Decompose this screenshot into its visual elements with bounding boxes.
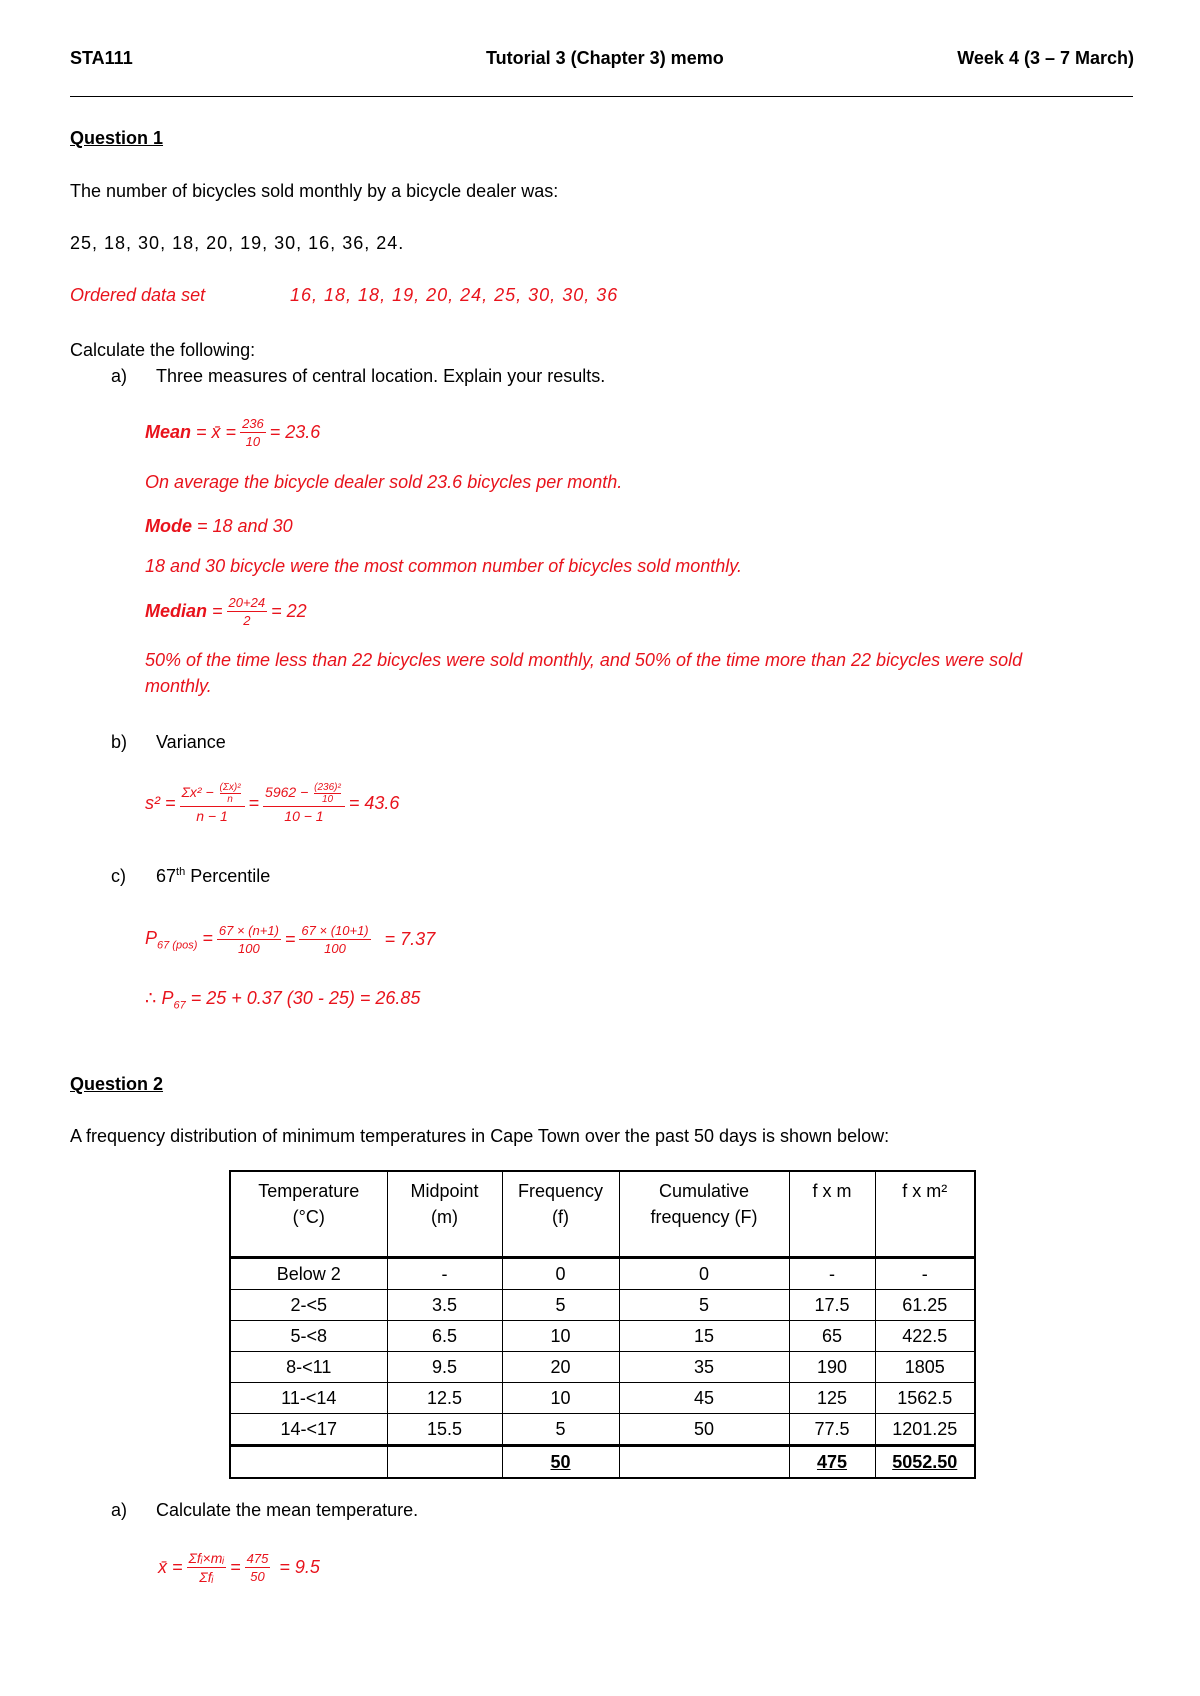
q2-mean-eq: = (230, 1557, 241, 1577)
part-b (111, 732, 226, 753)
table-row (230, 1258, 975, 1290)
cell-f-x-m-squared: 1562.5 (875, 1383, 975, 1414)
header-midpoint-line-1: Midpoint (410, 1181, 479, 1201)
cell-cumulative-frequency: 50 (619, 1414, 789, 1446)
cell-frequency: 0 (502, 1258, 619, 1290)
cell-f-x-m-squared: 1201.25 (875, 1414, 975, 1446)
header-week: Week 4 (3 – 7 March) (957, 48, 1134, 68)
cell-cumulative-frequency: 45 (619, 1383, 789, 1414)
cell-f-x-m: 125 (789, 1383, 875, 1414)
header-course-code: STA111 (70, 48, 133, 68)
mean-explanation: On average the bicycle dealer sold 23.6 bicycles per month. (145, 472, 623, 492)
header-temperature (230, 1171, 387, 1258)
mean-denominator: 10 (245, 434, 261, 449)
total-temperature (230, 1446, 387, 1479)
cell-frequency: 5 (502, 1290, 619, 1321)
part-b-text: Variance (156, 732, 226, 752)
total-f-x-m: 475 (789, 1446, 875, 1479)
cell-frequency: 5 (502, 1414, 619, 1446)
cell-cumulative-frequency: 35 (619, 1352, 789, 1383)
cell-midpoint: 9.5 (387, 1352, 502, 1383)
header-temperature-line-1: Temperature (258, 1181, 360, 1201)
variance-values-inner-denominator: 10 (321, 794, 334, 805)
cell-temperature: 11-<14 (230, 1383, 387, 1414)
header-frequency-line-1: Frequency (517, 1181, 604, 1201)
percentile-final: ∴ $P_{67} = 25 + 0.37$ (30 - 25) = 26.85 (145, 988, 421, 1012)
q2-part-a-text: Calculate the mean temperature. (156, 1500, 419, 1520)
q2-mean-fraction-general (187, 1550, 227, 1585)
mode-line (145, 516, 293, 537)
cell-f-x-m: 17.5 (789, 1290, 875, 1321)
percentile-fraction-values (299, 923, 370, 956)
percentile-result: = 7.37 (384, 929, 436, 949)
part-a (111, 366, 605, 387)
mode-label: Mode (145, 516, 192, 536)
cell-midpoint: 12.5 (387, 1383, 502, 1414)
variance-general-numerator (180, 782, 245, 807)
question-1-title: Question 1 (70, 128, 164, 148)
part-c (111, 866, 270, 887)
cell-midpoint: 3.5 (387, 1290, 502, 1321)
table-total-row (230, 1446, 975, 1479)
cell-temperature: 14-<17 (230, 1414, 387, 1446)
mean-eq: = x̄ = (196, 422, 237, 442)
mean-result: = 23.6 (269, 422, 321, 442)
median-eq: = (212, 601, 223, 621)
percentile-eq: = (284, 929, 296, 949)
cell-midpoint: 6.5 (387, 1321, 502, 1352)
variance-fraction-values (263, 782, 345, 824)
variance-values-inner-fraction (314, 782, 341, 805)
header-f-x-m-line-1: f x m (812, 1181, 852, 1201)
part-a-label: a) (111, 366, 128, 386)
header-cumulative-frequency-line-2: frequency (F) (650, 1207, 758, 1227)
percentile-fraction-general (217, 923, 281, 956)
table-row (230, 1290, 975, 1321)
mean-label: Mean (145, 422, 192, 442)
header-midpoint-line-2: (m) (431, 1207, 458, 1227)
cell-midpoint: - (387, 1258, 502, 1290)
header-title: Tutorial 3 (Chapter 3) memo (486, 48, 724, 68)
part-b-label: b) (111, 732, 128, 752)
header-divider (70, 96, 1133, 97)
median-formula (145, 595, 307, 628)
cell-f-x-m: - (789, 1258, 875, 1290)
median-denominator: 2 (243, 613, 251, 628)
table-row (230, 1383, 975, 1414)
total-midpoint (387, 1446, 502, 1479)
cell-f-x-m: 190 (789, 1352, 875, 1383)
cell-frequency: 10 (502, 1383, 619, 1414)
q2-mean-fraction-values (245, 1551, 271, 1584)
q2-mean-result: = 9.5 (279, 1557, 320, 1577)
variance-fraction-general (180, 782, 245, 824)
header-cumulative-frequency (619, 1171, 789, 1258)
mode-explanation: 18 and 30 bicycle were the most common number of bicycles sold monthly. (145, 556, 742, 576)
question-1-intro: The number of bicycles sold monthly by a bicycle dealer was: (70, 181, 559, 201)
total-cumulative-frequency (619, 1446, 789, 1479)
mean-numerator: 236 (242, 416, 264, 431)
median-label: Median (145, 601, 208, 621)
cell-temperature: 2-<5 (230, 1290, 387, 1321)
q2-mean-general-denominator: Σfᵢ (199, 1569, 214, 1585)
percentile-formula (145, 923, 435, 956)
q2-mean-lhs: x̄ = (158, 1557, 183, 1577)
percentile-values-denominator: 100 (324, 941, 346, 956)
percentile-lhs: $P_{67 (pos)}$ = (145, 927, 213, 952)
q2-mean-formula (158, 1550, 320, 1585)
variance-values-denominator: 10 − 1 (284, 808, 324, 824)
mean-formula (145, 416, 320, 449)
cell-frequency: 20 (502, 1352, 619, 1383)
header-midpoint (387, 1171, 502, 1258)
variance-general-denominator: n − 1 (196, 808, 228, 824)
variance-inner-denominator: n (227, 794, 233, 805)
q2-part-a-label: a) (111, 1500, 128, 1520)
table-row (230, 1352, 975, 1383)
header-f-x-m-squared (875, 1171, 975, 1258)
question-1-data: 25, 18, 30, 18, 20, 19, 30, 16, 36, 24. (70, 233, 405, 253)
table-header-row (230, 1171, 975, 1258)
header-cumulative-frequency-line-1: Cumulative (658, 1181, 750, 1201)
median-numerator: 20+24 (228, 595, 266, 610)
variance-inner-fraction (220, 782, 241, 805)
variance-5962: 5962 − (265, 784, 309, 801)
question-2-title: Question 2 (70, 1074, 164, 1094)
q2-mean-values-numerator: 475 (246, 1551, 269, 1566)
variance-values-inner-numerator: (236)² (314, 782, 341, 793)
header-frequency-line-2: (f) (552, 1207, 569, 1227)
percentile-general-denominator: 100 (238, 941, 260, 956)
cell-f-x-m: 77.5 (789, 1414, 875, 1446)
median-result: = 22 (271, 601, 307, 621)
cell-temperature: 5-<8 (230, 1321, 387, 1352)
calc-intro: Calculate the following: (70, 340, 256, 360)
cell-f-x-m-squared: 61.25 (875, 1290, 975, 1321)
median-explanation-line-2: monthly. (145, 676, 212, 696)
part-a-text: Three measures of central location. Explain your results. (156, 366, 606, 386)
cell-f-x-m-squared: 422.5 (875, 1321, 975, 1352)
header-temperature-line-2: (°C) (292, 1207, 325, 1227)
header-frequency (502, 1171, 619, 1258)
part-c-text: 67th Percentile (156, 866, 271, 886)
header-f-x-m (789, 1171, 875, 1258)
cell-f-x-m-squared: 1805 (875, 1352, 975, 1383)
cell-temperature: 8-<11 (230, 1352, 387, 1383)
percentile-values-numerator: 67 × (10+1) (301, 923, 369, 938)
frequency-table (229, 1170, 976, 1479)
variance-sum-x-squared: Σx² − (181, 784, 214, 801)
median-fraction (227, 595, 268, 628)
variance-values-numerator (263, 782, 345, 807)
cell-temperature: Below 2 (230, 1258, 387, 1290)
total-frequency: 50 (502, 1446, 619, 1479)
total-f-x-m-squared: 5052.50 (875, 1446, 975, 1479)
cell-f-x-m: 65 (789, 1321, 875, 1352)
question-2-intro: A frequency distribution of minimum temperatures in Cape Town over the past 50 days is shown below: (70, 1126, 890, 1146)
mode-value: = 18 and 30 (192, 516, 293, 536)
q2-part-a (111, 1500, 418, 1521)
variance-result: = 43.6 (348, 792, 400, 813)
q2-mean-values-denominator: 50 (250, 1569, 265, 1584)
ordered-data-label: Ordered data set (70, 285, 206, 305)
ordered-data-values: 16, 18, 18, 19, 20, 24, 25, 30, 30, 36 (290, 285, 619, 305)
mean-fraction (240, 416, 266, 449)
median-explanation-line-1: 50% of the time less than 22 bicycles were sold monthly, and 50% of the time more than 22 bicycles were sold (145, 650, 1023, 670)
cell-midpoint: 15.5 (387, 1414, 502, 1446)
table-row (230, 1414, 975, 1446)
variance-eq: = (248, 792, 260, 813)
variance-lhs: s² = (145, 792, 176, 813)
cell-cumulative-frequency: 5 (619, 1290, 789, 1321)
percentile-general-numerator: 67 × (n+1) (218, 923, 279, 938)
cell-cumulative-frequency: 15 (619, 1321, 789, 1352)
part-c-label: c) (111, 866, 126, 886)
q2-mean-general-numerator: Σfᵢ×mᵢ (188, 1550, 225, 1566)
cell-cumulative-frequency: 0 (619, 1258, 789, 1290)
variance-formula (145, 782, 399, 824)
header-f-x-m-squared-line-1: f x m² (902, 1181, 948, 1201)
table-row (230, 1321, 975, 1352)
variance-inner-numerator: (Σx)² (219, 782, 241, 793)
cell-frequency: 10 (502, 1321, 619, 1352)
cell-f-x-m-squared: - (875, 1258, 975, 1290)
